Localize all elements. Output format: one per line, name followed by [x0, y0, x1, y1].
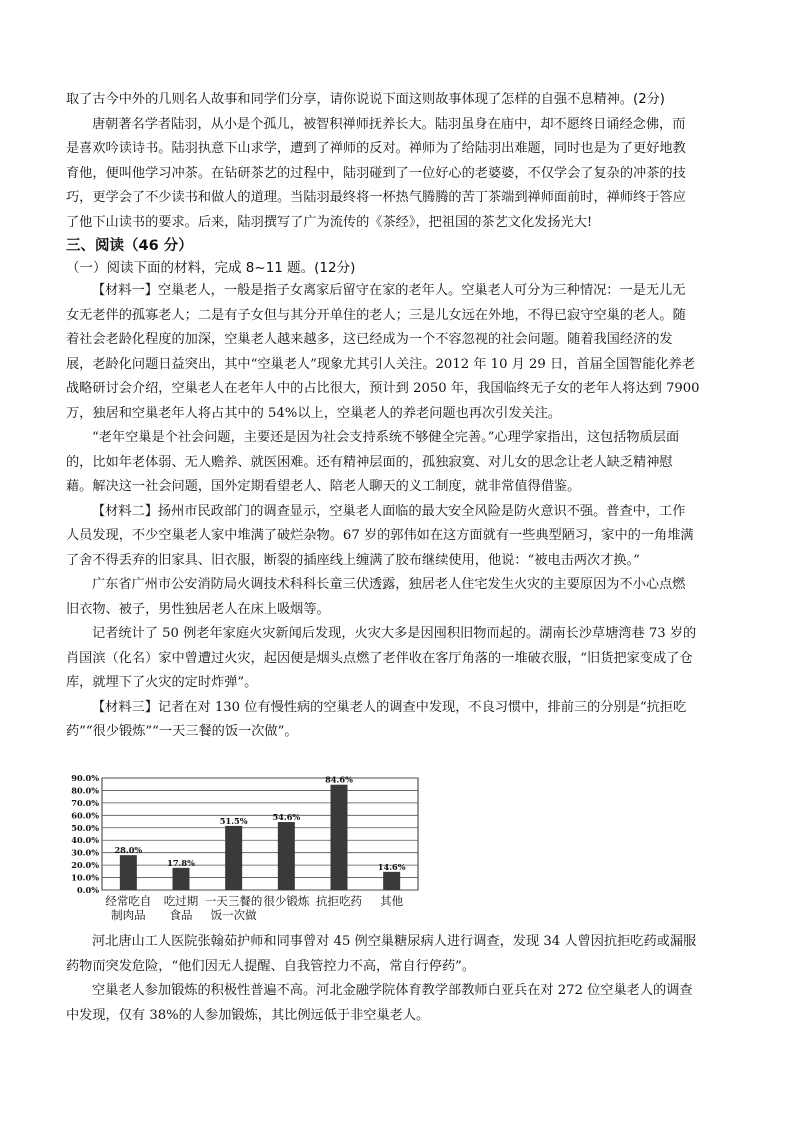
material-line: 万，独居和空巢老年人将占其中的 54%以上，空巢老人的养老问题也再次引发关注。	[66, 405, 562, 421]
after-chart-text	[66, 930, 728, 1028]
bar	[173, 868, 190, 890]
section-title: 三、阅读（46 分）	[66, 238, 193, 254]
material-line: 药”“很少锻炼”“一天三餐的饭一次做”。	[66, 724, 298, 739]
material-line: 肖国滨（化名）家中曾遭过火灾，起因便是烟头点燃了老伴收在客厅角落的一堆破衣服，“旧货把家变成了仓	[66, 650, 693, 666]
x-tick-label: 吃过期	[163, 894, 199, 908]
section-subtitle: （一）阅读下面的材料，完成 8~11 题。(12分)	[66, 260, 356, 276]
data-label: 84.6%	[325, 774, 353, 785]
material-line: 药物而突发危险，“他们因无人提醒、自我管控力不高，常自行停药”。	[66, 958, 476, 974]
data-label: 28.0%	[114, 845, 143, 856]
data-label: 54.6%	[272, 812, 301, 823]
x-tick-label: 饭一次做	[210, 908, 257, 922]
x-tick-label: 经常吃自	[105, 894, 152, 908]
material-line: “老年空巢是个社会问题，主要还是因为社会支持系统不够健全完善。”心理学家指出，这包括物质层面	[92, 430, 680, 445]
material-line: 【材料三】记者在对 130 位有慢性病的空巢老人的调查中发现，不良习惯中，排前三的分别是“抗拒吃	[92, 699, 687, 715]
y-tick-label: 10.0%	[71, 872, 99, 883]
y-tick-label: 40.0%	[71, 835, 99, 846]
y-tick-label: 90.0%	[71, 773, 99, 783]
y-tick-label: 30.0%	[71, 847, 99, 858]
x-tick-label: 食品	[169, 908, 193, 922]
bar	[120, 855, 137, 890]
x-tick-label: 抗拒吃药	[316, 894, 362, 908]
bar-chart	[66, 772, 426, 932]
bar	[225, 826, 242, 890]
y-tick-label: 60.0%	[71, 810, 99, 821]
material-line: 战略研讨会介绍，空巢老人在老年人中的占比很大，预计到 2050 年，我国临终无子女的老年人将达到 7900	[66, 381, 700, 396]
material-line: 藉。解决这一社会问题，国外定期看望老人、陪老人聊天的义工制度，就非常值得借鉴。	[66, 479, 581, 494]
y-tick-label: 20.0%	[71, 860, 99, 871]
story-line: 唐朝著名学者陆羽，从小是个孤儿，被智积禅师抚养长大。陆羽虽身在庙中，却不愿终日诵经念佛，而	[92, 116, 686, 132]
material-3	[66, 696, 728, 745]
bar	[278, 822, 295, 890]
x-tick-label: 一天三餐的	[204, 894, 263, 908]
material-line: 空巢老人参加锻炼的积极性普遍不高。河北金融学院体育教学部教师白亚兵在对 272 位空巢老人的调查	[92, 983, 693, 998]
material-line: 的，比如年老体弱、无人赡养、就医困难。还有精神层面的，孤独寂寞、对儿女的思念让老人缺乏精神慰	[66, 454, 673, 470]
story-line: 是喜欢吟读诗书。陆羽执意下山求学，遭到了禅师的反对。禅师为了给陆羽出难题，同时也是为了更好地教	[66, 141, 686, 156]
y-tick-label: 80.0%	[71, 785, 99, 796]
material-line: 【材料二】扬州市民政部门的调查显示，空巢老人面临的最大安全风险是防火意识不强。普查中，工作	[92, 503, 686, 519]
x-tick-label: 制肉品	[111, 908, 146, 922]
document-page	[66, 88, 728, 745]
y-tick-label: 70.0%	[71, 797, 99, 808]
y-tick-label: 50.0%	[71, 822, 99, 833]
x-tick-label: 其他	[380, 894, 404, 908]
plot-frame	[102, 778, 418, 890]
material-line: 展，老龄化问题日益突出，其中“空巢老人”现象尤其引人关注。2012 年 10 月 29 日，首届全国智能化养老	[66, 356, 696, 372]
material-1	[66, 279, 728, 500]
x-tick-label: 很少锻炼	[263, 894, 310, 908]
material-line: 女无老伴的孤寡老人；二是有子女但与其分开单住的老人；三是儿女远在外地，不得已寂守空巢的老人。随	[66, 307, 686, 323]
material-2	[66, 500, 728, 696]
material-line: 河北唐山工人医院张翰茹护师和同事曾对 45 例空巢糖尿病人进行调查，发现 34 人曾因抗拒吃药或漏服	[92, 934, 697, 949]
data-label: 51.5%	[219, 815, 248, 826]
material-line: 旧衣物、被子，男性独居老人在床上吸烟等。	[66, 601, 330, 617]
material-line: 广东省广州市公安消防局火调技术科科长童三伏透露，独居老人住宅发生火灾的主要原因为不小心点燃	[92, 577, 686, 592]
story-line: 了他下山读书的要求。后来，陆羽撰写了广为流传的《茶经》，把祖国的茶艺文化发扬光大!	[66, 214, 593, 230]
data-label: 14.6%	[377, 861, 406, 872]
material-line: 人员发现，不少空巢老人家中堆满了破烂杂物。67 岁的郭伟如在这方面就有一些典型陋习，家中的一角堆满	[66, 528, 694, 543]
story-line: 巧，更学会了不少读书和做人的道理。当陆羽最终将一杯热气腾腾的苦丁茶端到禅师面前时，禅师终于答应	[66, 190, 686, 205]
material-line: 记者统计了 50 例老年家庭火灾新闻后发现，火灾大多是因囤积旧物而起的。湖南长沙草塘湾巷 73 岁的	[92, 626, 697, 641]
bar	[383, 872, 400, 890]
material-line: 【材料一】空巢老人，一般是指子女离家后留守在家的老年人。空巢老人可分为三种情况：一是无儿无	[92, 283, 686, 298]
y-tick-label: 0.0%	[76, 885, 99, 895]
material-line: 着社会老龄化程度的加深，空巢老人越来越多，这已经成为一个不容忽视的社会问题。随着我国经济的发	[66, 332, 673, 347]
bar	[331, 785, 348, 890]
material-line: 中发现，仅有 38%的人参加锻炼，其比例远低于非空巢老人。	[66, 1007, 430, 1023]
intro-story	[66, 113, 728, 236]
material-line: 库，就埋下了火灾的定时炸弹”。	[66, 675, 258, 690]
intro-question: 取了古今中外的几则名人故事和同学们分享，请你说说下面这则故事体现了怎样的自强不息精神。(2分)	[66, 92, 665, 107]
story-line: 育他，便叫他学习冲茶。在钻研茶艺的过程中，陆羽碰到了一位好心的老婆婆，不仅学会了复杂的冲茶的技	[66, 165, 686, 181]
material-line: 了舍不得丢弃的旧家具、旧衣服，断裂的插座线上缠满了胶布继续使用，他说：“被电击两次才换。”	[66, 552, 640, 568]
data-label: 17.8%	[167, 857, 195, 868]
